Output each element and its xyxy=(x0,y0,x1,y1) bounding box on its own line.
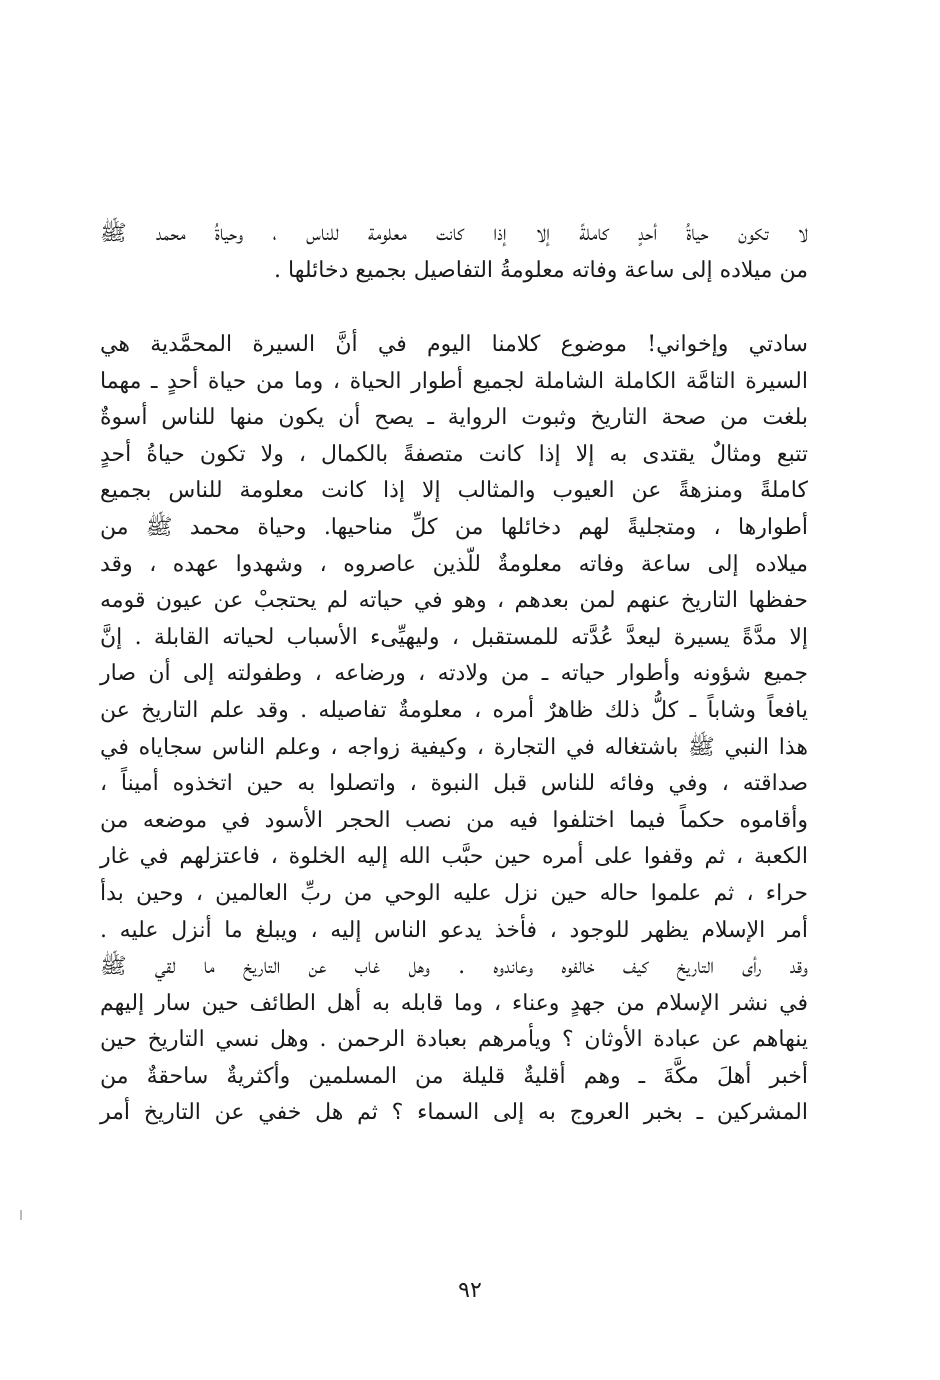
paragraph-line: بلغت من صحة التاريخ وثبوت الرواية ـ يصح أن يكون منها للناس أسوةٌ xyxy=(100,405,808,431)
paragraph-line: من ميلاده إلى ساعة وفاته معلومةُ التفاصيل بجميع دخائلها . xyxy=(274,257,808,283)
paragraph-line: في نشر الإسلام من جهدٍ وعناء ، وما قابله به أهل الطائف حين سار إليهم xyxy=(100,990,808,1016)
paragraph-line: سادتي وإخواني! موضوع كلامنا اليوم في أنَّ السيرة المحمَّدية هي xyxy=(100,332,808,357)
intro-paragraph xyxy=(100,216,808,289)
main-paragraph xyxy=(100,327,808,1132)
page-number: ٩٢ xyxy=(458,1278,482,1303)
paragraph-line: أمر الإسلام يظهر للوجود ، فأخذ يدعو الناس إليه ، ويبلغ ما أنزل عليه . xyxy=(100,917,808,943)
paragraph-line: الكعبة ، ثم وقفوا على أمره حين حبَّب الله إليه الخلوة ، فاعتزلهم في غار xyxy=(100,844,808,870)
paragraph-line: تتبع ومثالٌ يقتدى به إلا إذا كانت متصفةً بالكمال ، ولا تكون حياةُ أحدٍ xyxy=(100,441,808,467)
paragraph-line: المشركين ـ بخبر العروج به إلى السماء ؟ ثم هل خفي عن التاريخ أمر xyxy=(100,1100,808,1126)
paragraph-line: جميع شؤونه وأطوار حياته ـ من ولادته ، ورضاعه ، وطفولته إلى أن صار xyxy=(100,661,808,687)
paragraph-line: يافعاً وشاباً ـ كلُّ ذلك ظاهرٌ أمره ، معلومةٌ تفاصيله . وقد علم التاريخ عن xyxy=(100,697,808,723)
paragraph-line: أخبر أهلَ مكَّةَ ـ وهم أقليةٌ قليلة من المسلمين وأكثريةٌ ساحقةٌ من xyxy=(100,1063,808,1089)
paragraph-line: وقد رأى التاريخ كيف خالفوه وعاندوه . وهل غاب عن التاريخ ما لقي ﷺ xyxy=(100,954,808,980)
paragraph-line: وأقاموه حكماً فيما اختلفوا فيه من نصب الحجر الأسود في موضعه من xyxy=(100,807,808,833)
paragraph-line: حراء ، ثم علموا حاله حين نزل عليه الوحي من ربِّ العالمين ، وحين بدأ xyxy=(100,880,808,906)
margin-mark xyxy=(20,1210,22,1220)
paragraph-line: حفظها التاريخ عنهم لمن بعدهم ، وهو في حياته لم يحتجبْ عن عيون قومه xyxy=(100,588,808,614)
paragraph-line: كاملةً ومنزهةً عن العيوب والمثالب إلا إذا كانت معلومة للناس بجميع xyxy=(100,478,808,504)
paragraph-line: ميلاده إلى ساعة وفاته معلومةٌ للّذين عاصروه ، وشهدوا عهده ، وقد xyxy=(100,551,808,577)
paragraph-line: صداقته ، وفي وفائه للناس قبل النبوة ، واتصلوا به حين اتخذوه أميناً ، xyxy=(100,771,808,797)
paragraph-line: ينهاهم عن عبادة الأوثان ؟ ويأمرهم بعبادة الرحمن . وهل نسي التاريخ حين xyxy=(100,1027,808,1053)
paragraph-line: إلا مدَّةً يسيرة ليعدَّ عُدَّته للمستقبل ، وليهيِّىء الأسباب لحياته القابلة . إنَّ xyxy=(100,624,808,650)
paragraph-line: أطوارها ، ومتجليةً لهم دخائلها من كلِّ مناحيها. وحياة محمد ﷺ من xyxy=(100,514,809,540)
paragraph-line: هذا النبي ﷺ باشتغاله في التجارة ، وكيفية زواجه ، وعلم الناس سجاياه في xyxy=(100,734,808,760)
paragraph-line: لا تكون حياةُ أحدٍ كاملةً إلا إذا كانت معلومة للناس ، وحياةُ محمد ﷺ xyxy=(100,221,808,246)
paragraph-line: السيرة التامَّة الكاملة الشاملة لجميع أطوار الحياة ، وما من حياة أحدٍ ـ مهما xyxy=(100,368,808,394)
